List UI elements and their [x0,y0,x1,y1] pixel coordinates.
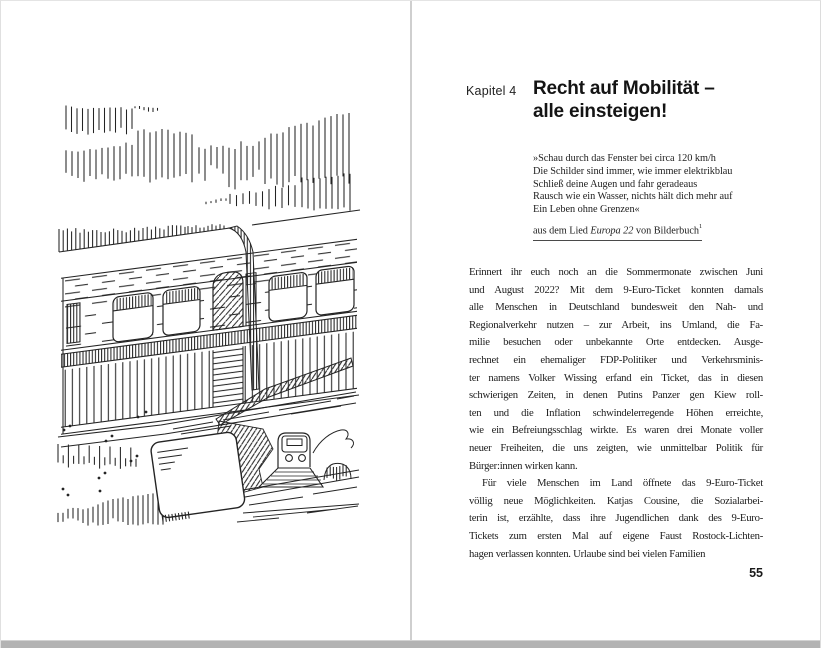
chapter-title [533,77,715,123]
text-line: völlig neue Möglichkeiten. Katjas Cousine, die Sozialarbei- [469,494,763,507]
text-line: alle einsteigen! [533,101,668,122]
body-text [469,264,763,563]
grass-hatch [58,444,136,469]
text-line: ten und die Inflation schwindelerregende Höhen erreichte, [469,406,763,419]
hatch-band [199,141,259,189]
destination-display [287,439,302,446]
hatch-band [135,106,158,112]
text-line: terin ist, erzählte, dass ihre Jugendlichen dank des 9-Euro- [469,512,763,525]
hatch-band [66,143,132,182]
text-line: Erinnert ihr euch noch an die Sommermonate zwischen Juni [469,266,763,278]
epigraph-source-prefix: aus dem Lied [533,225,591,237]
hatch-band [265,113,349,187]
platform-roof-line [59,210,360,252]
train-illustration [1,1,411,648]
text-line: wie ein Befreiungsschlag wirkte. Es waren drei Monate voller [469,424,763,437]
text-line: Rausch wie ein Wasser, nichts hält dich mehr auf [533,191,733,203]
train-side [61,239,359,434]
text-line: Bürger:innen wirken kann. [469,459,578,472]
headlight [286,455,293,462]
train-window [316,266,354,316]
text-line: hagen verlassen konnten. Urlaube sind bei vielen Familien [469,547,706,560]
text-line: ter namens Volker Wissing erfand ein Ticket, das in diesen [469,371,763,384]
headlight [299,455,306,462]
epigraph-source-suffix: von Bilderbuch [633,225,699,237]
text-line: rechnet ein ehemaliger FDP-Politiker und Verkehrsminis- [469,353,763,366]
text-line: Für viele Menschen im Land öffnete das 9-Euro-Ticket [482,477,763,490]
bush-outline [313,430,353,453]
station-sign [150,431,246,522]
page-gutter [410,1,412,642]
hatch-band [206,198,226,204]
text-line: Die Schilder sind immer, wie immer elektrikblau [533,165,733,177]
page-number: 55 [749,566,763,580]
epigraph-source [533,222,702,241]
text-line: Ein Leben ohne Grenzen« [533,204,640,216]
platform-roof-hatch [122,225,185,243]
text-line: und August 2022? Mit dem 9-Euro-Ticket konnten damals [469,283,763,296]
chapter-label: Kapitel 4 [466,84,517,98]
text-line: Regionalverkehr nutzen – zur Arbeit, ins Umland, die Fa- [469,318,763,331]
epigraph [533,153,732,241]
text-line: schwierigen Zeiten, in denen Putins Panzer gen Kiew roll- [469,389,763,402]
train-window [113,292,153,342]
train-window [163,286,200,336]
text-line: alle Menschen in Deutschland bundesweit den Nah- und [469,301,763,314]
grass-hatch [58,490,163,525]
hatch-band [302,173,350,210]
epigraph-song-title: Europa 22 [590,225,634,237]
text-line: Schließ deine Augen und fahr geradeaus [533,178,698,190]
epigraph-lines [533,153,732,217]
text-line: neuer Freiheiten, die uns zeigten, wie unmittelbar Politik für [469,441,763,454]
hatch-band [230,185,295,209]
train-window [269,272,307,322]
train-door [213,270,243,330]
text-line: »Schau durch das Fenster bei circa 120 km/h [533,153,716,164]
footnote-marker: 1 [698,222,703,230]
text-line: Tickets zum ersten Mal auf eigene Faust Rostock-Lichten- [469,529,763,542]
text-line: milie besuchen oder unbekannte Orte entdecken. Ausge- [469,336,763,349]
text-line: Recht auf Mobilität – [533,78,715,99]
hatch-band [138,129,192,183]
hatch-band [66,106,132,135]
page-bottom-edge [1,640,821,648]
